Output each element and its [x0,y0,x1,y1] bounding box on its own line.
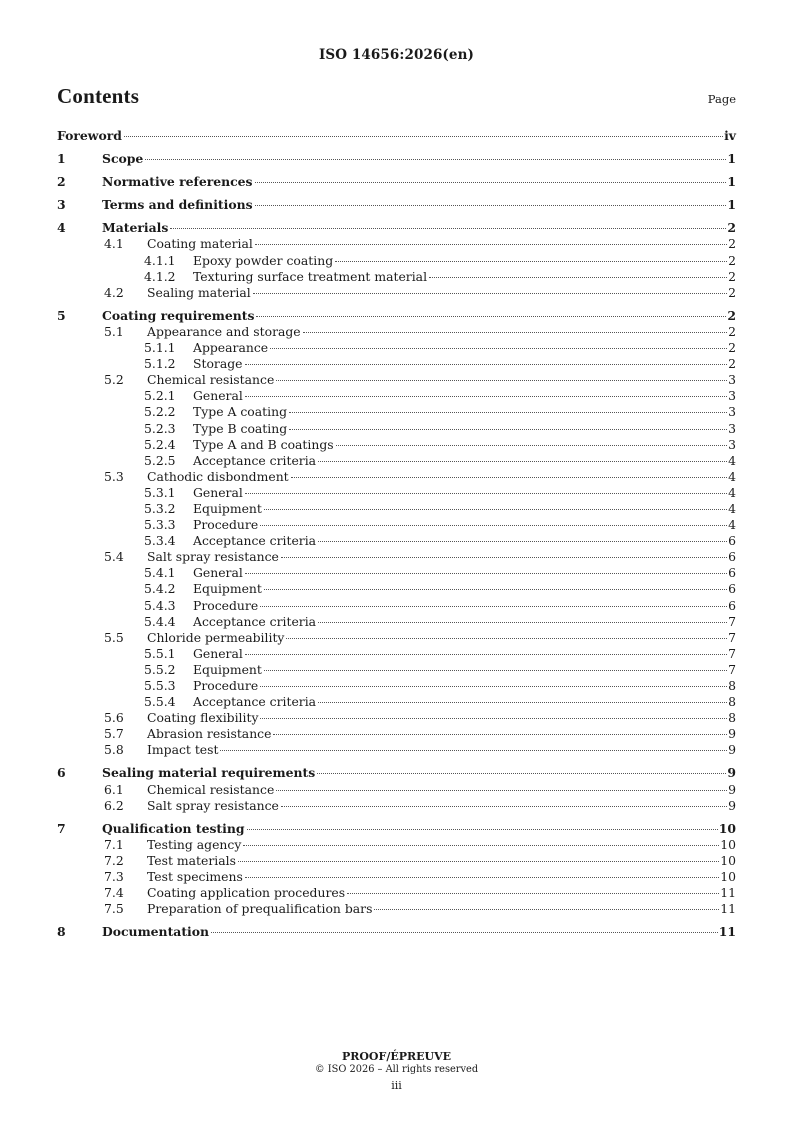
toc-entry-page: 6 [728,549,736,565]
toc-entry-page: 3 [728,372,736,388]
toc-entry-number: 3 [57,197,66,213]
toc-entry[interactable] [57,236,736,252]
toc-entry-title[interactable]: Preparation of prequalification bars [147,901,373,917]
toc-entry[interactable] [57,437,736,453]
toc-entry-page: 4 [728,452,736,468]
toc-entry[interactable] [57,901,736,917]
toc-entry-title[interactable]: Acceptance criteria [193,694,317,710]
toc-entry-number: 4.2 [104,284,124,300]
dot-leader [245,493,727,494]
dot-leader [245,877,719,878]
dot-leader [289,412,727,413]
toc-entry[interactable] [57,128,736,144]
dot-leader [245,364,728,365]
toc-entry[interactable] [57,885,736,901]
dot-leader [347,893,719,894]
toc-entry[interactable] [57,630,736,646]
toc-entry[interactable] [57,581,736,597]
dot-leader [276,380,727,381]
dot-leader [303,332,727,333]
toc-entry-number: 5.3.2 [144,500,176,516]
dot-leader [245,654,727,655]
toc-entry-page: 7 [728,645,736,661]
toc-entry-title[interactable]: Coating application procedures [147,885,346,901]
toc-entry-title[interactable]: Test specimens [147,869,243,885]
toc-entry-page: 2 [728,323,736,339]
toc-entry[interactable] [57,485,736,501]
toc-entry-title[interactable]: Epoxy powder coating [193,252,334,268]
toc-entry-title[interactable]: Chemical resistance [147,372,275,388]
toc-entry-page: 9 [728,781,736,797]
dot-leader [429,277,727,278]
dot-leader [260,718,727,719]
toc-entry-number: 7.5 [104,901,124,917]
toc-entry[interactable] [57,614,736,630]
toc-entry-page: 11 [720,885,736,901]
toc-entry[interactable] [57,174,736,190]
toc-entry-page: 4 [728,484,736,500]
toc-entry-page: 9 [728,742,736,758]
toc-entry-title[interactable]: Procedure [193,517,259,533]
toc-entry[interactable] [57,678,736,694]
toc-entry-title[interactable]: Foreword [57,128,122,143]
dot-leader [260,606,727,607]
dot-leader [124,136,723,137]
toc-entry[interactable] [57,765,736,781]
document-id-header: ISO 14656:2026(en) [318,47,475,63]
toc-entry-page: 11 [720,901,736,917]
toc-entry-page: 8 [728,710,736,726]
dot-leader [317,773,726,774]
toc-entry-title[interactable]: Coating requirements [102,307,255,323]
toc-entry-number: 7.1 [104,836,124,852]
page-column-label: Page [707,92,736,106]
toc-entry-number: 2 [57,174,66,190]
toc-entry-page: 9 [727,765,736,781]
toc-entry-title[interactable]: Procedure [193,678,259,693]
toc-entry-title[interactable]: Acceptance criteria [193,613,317,629]
dot-leader [270,348,727,349]
toc-entry-page: iv [724,128,736,143]
toc-entry-title[interactable]: Coating flexibility [147,710,259,726]
dot-leader [170,228,726,229]
toc-entry-number: 5.5.2 [144,661,176,677]
toc-entry-number: 5.2.4 [144,436,176,452]
toc-entry-number: 5.4.2 [144,581,176,597]
toc-entry-title[interactable]: Procedure [193,597,259,613]
copyright-notice: © ISO 2026 – All rights reserved [314,1064,479,1075]
toc-entry-number: 5.1.1 [144,340,176,356]
dot-leader [318,461,727,462]
toc-entry-page: 3 [728,436,736,452]
toc-entry[interactable] [57,285,736,301]
toc-entry-title[interactable]: Sealing material [147,284,251,300]
toc-entry-title[interactable]: Scope [102,151,144,167]
dot-leader [264,509,727,510]
toc-entry-number: 5.2 [104,372,124,388]
toc-entry-page: 4 [728,468,736,484]
toc-entry-page: 1 [727,197,736,213]
toc-entry[interactable] [57,308,736,324]
toc-entry-page: 10 [720,836,736,852]
toc-entry-number: 4.1.2 [144,268,176,284]
dot-leader [247,829,718,830]
toc-entry-page: 1 [727,174,736,190]
toc-entry[interactable] [57,782,736,798]
toc-entry[interactable] [57,565,736,581]
toc-entry-number: 5 [57,307,66,323]
dot-leader [289,429,727,430]
dot-leader [238,861,719,862]
toc-entry-number: 5.1.2 [144,356,176,372]
toc-entry[interactable] [57,517,736,533]
dot-leader [264,670,727,671]
toc-entry-number: 7.2 [104,852,124,868]
toc-entry[interactable] [57,220,736,236]
toc-entry[interactable] [57,798,736,814]
toc-entry-number: 5.4 [104,549,124,565]
dot-leader [286,638,727,639]
toc-entry-page: 7 [728,661,736,677]
toc-entry-page: 10 [718,820,736,836]
dot-leader [318,541,727,542]
toc-entry[interactable] [57,253,736,269]
toc-entry-page: 2 [728,284,736,300]
toc-entry[interactable] [57,340,736,356]
dot-leader [253,293,727,294]
toc-entry-title[interactable]: Acceptance criteria [193,533,317,549]
dot-leader [255,182,727,183]
toc-entry-title[interactable]: Acceptance criteria [193,452,317,468]
toc-entry-title[interactable]: Testing agency [147,836,242,852]
toc-entry-number: 5.5.4 [144,694,176,710]
toc-entry[interactable] [57,710,736,726]
toc-entry-title[interactable]: Salt spray resistance [147,549,279,565]
dot-leader [335,261,727,262]
toc-entry-page: 4 [728,500,736,516]
toc-entry-number: 5.2.2 [144,404,176,420]
toc-entry[interactable] [57,388,736,404]
toc-entry-number: 4.1.1 [144,252,176,268]
toc-entry-title[interactable]: Storage [193,356,243,372]
toc-entry-number: 5.3.4 [144,533,176,549]
toc-entry-number: 5.7 [104,726,124,742]
dot-leader [318,702,727,703]
toc-entry-page: 2 [728,268,736,284]
table-of-contents [57,128,736,940]
toc-entry-number: 5.8 [104,742,124,758]
dot-leader [245,396,727,397]
dot-leader [264,589,727,590]
toc-entry-page: 8 [728,694,736,710]
page-footer [0,1050,793,1094]
toc-entry-number: 7.3 [104,869,124,885]
toc-entry[interactable] [57,501,736,517]
toc-entry[interactable] [57,356,736,372]
toc-entry-title[interactable]: Type A and B coatings [193,436,334,452]
dot-leader [211,932,718,933]
toc-entry-number: 4 [57,220,66,236]
toc-entry[interactable] [57,549,736,565]
toc-entry[interactable] [57,821,736,837]
toc-entry-title[interactable]: Type A coating [193,404,287,420]
toc-entry-title[interactable]: General [193,484,243,500]
toc-entry-title[interactable]: Coating material [147,236,253,252]
toc-entry[interactable] [57,869,736,885]
toc-entry-number: 7 [57,820,66,836]
dot-leader [243,845,719,846]
dot-leader [145,159,726,160]
toc-entry[interactable] [57,924,736,940]
toc-entry-number: 5.2.5 [144,452,176,468]
toc-entry-number: 8 [57,924,66,940]
toc-entry-title[interactable]: Equipment [193,500,262,516]
toc-entry-page: 3 [728,388,736,404]
toc-entry-number: 5.3.3 [144,517,176,533]
toc-entry-title[interactable]: Test materials [147,852,236,868]
dot-leader [255,205,727,206]
dot-leader [220,750,727,751]
toc-entry-title[interactable]: Appearance [193,340,269,356]
toc-entry-page: 2 [728,252,736,268]
dot-leader [256,316,726,317]
toc-entry-page: 6 [728,581,736,597]
dot-leader [276,790,727,791]
dot-leader [260,686,727,687]
toc-entry-title[interactable]: Type B coating [193,420,288,436]
toc-entry-number: 5.4.4 [144,613,176,629]
toc-entry-title[interactable]: Materials [102,220,169,236]
toc-entry-page: 8 [728,678,736,693]
toc-entry-number: 5.5.1 [144,645,176,661]
toc-entry[interactable] [57,742,736,758]
toc-entry-title[interactable]: Cathodic disbondment [147,468,289,484]
toc-entry-page: 3 [728,420,736,436]
toc-entry[interactable] [57,469,736,485]
toc-entry[interactable] [57,598,736,614]
toc-entry-page: 2 [728,236,736,252]
toc-entry[interactable] [57,372,736,388]
toc-entry[interactable] [57,853,736,869]
toc-entry-page: 10 [720,852,736,868]
proof-label: PROOF/ÉPREUVE [341,1050,452,1063]
toc-entry[interactable] [57,453,736,469]
toc-entry-title[interactable]: General [193,645,243,661]
toc-entry-page: 6 [728,533,736,549]
toc-entry-page: 2 [727,307,736,323]
toc-entry-title[interactable]: Normative references [102,174,253,190]
toc-entry[interactable] [57,646,736,662]
toc-entry-title[interactable]: Terms and definitions [102,197,253,213]
toc-entry-page: 9 [728,726,736,742]
toc-entry-number: 5.4.3 [144,597,176,613]
dot-leader [281,806,727,807]
toc-entry-page: 1 [727,151,736,167]
toc-entry[interactable] [57,404,736,420]
dot-leader [336,445,727,446]
toc-entry-title[interactable]: Salt spray resistance [147,797,279,813]
toc-entry[interactable] [57,421,736,437]
toc-entry-page: 2 [727,220,736,236]
toc-entry[interactable] [57,151,736,167]
toc-entry-page: 6 [728,565,736,581]
toc-entry-page: 4 [728,517,736,533]
toc-entry-page: 9 [728,797,736,813]
toc-entry[interactable] [57,324,736,340]
toc-entry-title[interactable]: Chloride permeability [147,629,285,645]
toc-entry[interactable] [57,197,736,213]
toc-entry-title[interactable]: Texturing surface treatment material [193,268,428,284]
dot-leader [255,244,727,245]
toc-entry-title[interactable]: General [193,565,243,581]
toc-entry-number: 6.1 [104,781,124,797]
toc-entry-number: 5.1 [104,323,124,339]
toc-entry-title[interactable]: Equipment [193,581,262,597]
toc-entry-number: 5.4.1 [144,565,176,581]
toc-entry-number: 6.2 [104,797,124,813]
toc-entry-title[interactable]: Qualification testing [102,820,245,836]
dot-leader [291,477,727,478]
toc-entry-title[interactable]: Appearance and storage [147,323,301,339]
toc-entry[interactable] [57,533,736,549]
toc-entry-title[interactable]: Documentation [102,924,210,940]
toc-entry-title[interactable]: Impact test [147,742,219,758]
toc-entry[interactable] [57,726,736,742]
toc-entry-page: 2 [728,356,736,372]
toc-entry-number: 7.4 [104,885,124,901]
toc-entry-number: 5.3.1 [144,484,176,500]
toc-entry-number: 1 [57,151,66,167]
toc-entry-title[interactable]: Abrasion resistance [147,726,272,742]
toc-entry-page: 6 [728,597,736,613]
dot-leader [374,909,719,910]
dot-leader [281,557,727,558]
dot-leader [245,573,727,574]
toc-entry-number: 6 [57,765,66,781]
toc-entry[interactable] [57,694,736,710]
toc-entry-number: 5.2.3 [144,420,176,436]
toc-entry-number: 4.1 [104,236,124,252]
toc-entry-number: 5.5.3 [144,678,176,693]
toc-entry-page: 3 [728,404,736,420]
toc-entry-page: 7 [728,613,736,629]
toc-entry-number: 5.5 [104,629,124,645]
toc-entry-page: 11 [718,924,736,940]
page-number: iii [391,1079,402,1092]
page-title: Contents [57,84,140,108]
toc-entry-page: 7 [728,629,736,645]
toc-entry-title[interactable]: Equipment [193,661,262,677]
toc-entry[interactable] [57,662,736,678]
dot-leader [260,525,727,526]
toc-entry-title[interactable]: General [193,388,243,404]
toc-entry-page: 10 [720,869,736,885]
toc-entry-number: 5.6 [104,710,124,726]
toc-entry-title[interactable]: Chemical resistance [147,781,275,797]
dot-leader [318,622,727,623]
toc-entry-title[interactable]: Sealing material requirements [102,765,316,781]
dot-leader [273,734,727,735]
toc-entry[interactable] [57,269,736,285]
toc-entry-number: 5.2.1 [144,388,176,404]
toc-entry[interactable] [57,837,736,853]
toc-entry-page: 2 [728,340,736,356]
toc-entry-number: 5.3 [104,468,124,484]
